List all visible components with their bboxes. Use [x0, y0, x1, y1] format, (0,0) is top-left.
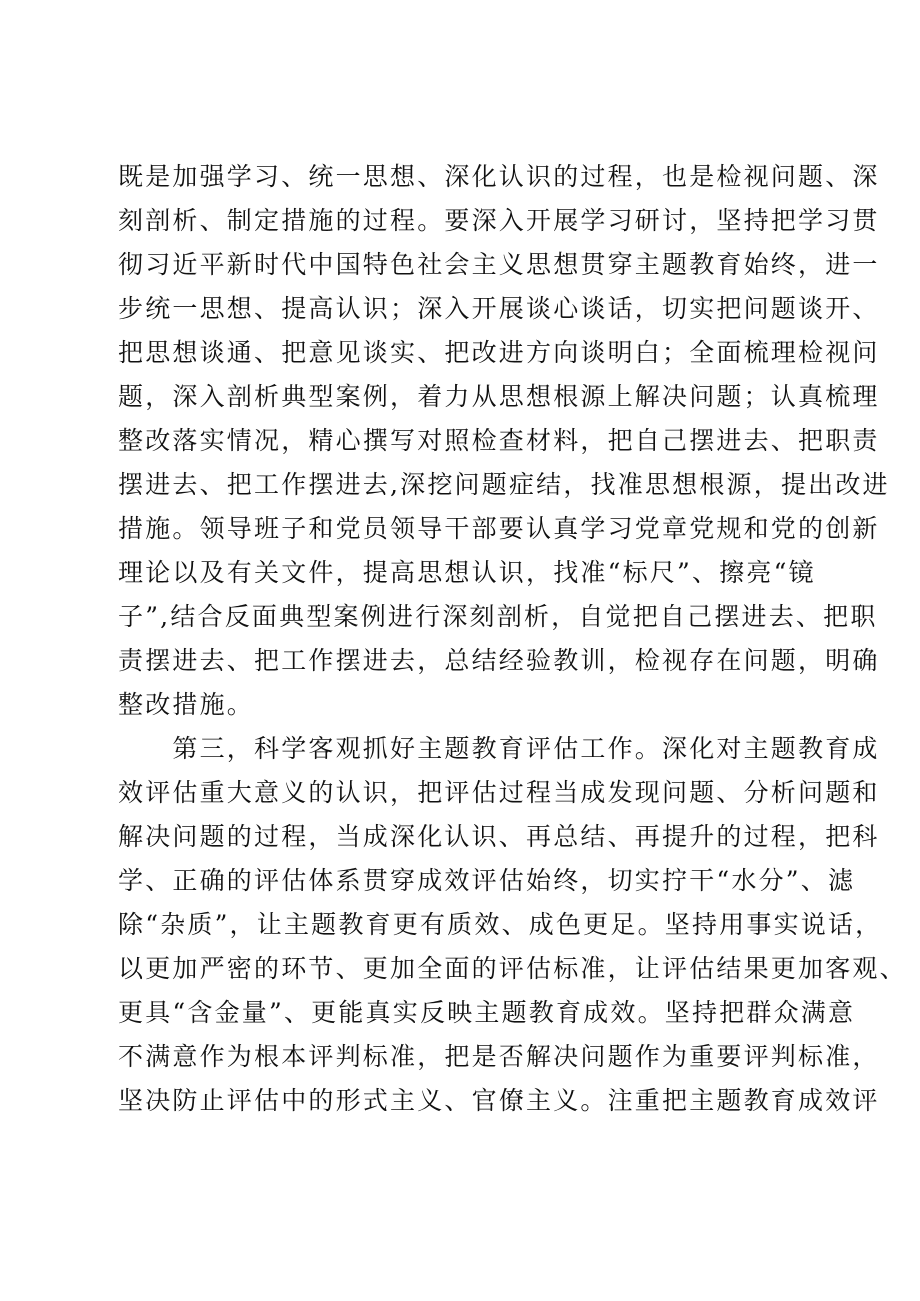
- text-line: 理论以及有关文件，提高思想认识，找准“标尺”、擦亮“镜: [118, 558, 816, 587]
- text-line: 把思想谈通、把意见谈实、把改进方向谈明白；全面梳理检视问: [118, 338, 880, 367]
- text-line: 刻剖析、制定措施的过程。要深入开展学习研讨，坚持把学习贯: [118, 206, 880, 235]
- text-line: 责摆进去、把工作摆进去，总结经验教训，检视存在问题，明确: [118, 646, 880, 675]
- text-line: 效评估重大意义的认识，把评估过程当成发现问题、分析问题和: [118, 778, 880, 807]
- text-line: 不满意作为根本评判标准，把是否解决问题作为重要评判标准，: [118, 1042, 880, 1071]
- text-line: 整改措施。: [118, 690, 255, 719]
- text-line: 以更加严密的环节、更加全面的评估标准，让评估结果更加客观、: [118, 954, 907, 983]
- text-line: 步统一思想、提高认识；深入开展谈心谈话，切实把问题谈开、: [118, 294, 880, 323]
- text-line: 解决问题的过程，当成深化认识、再总结、再提升的过程，把科: [118, 822, 880, 851]
- text-line: 摆进去、把工作摆进去,深挖问题症结，找准思想根源，提出改进: [118, 470, 890, 499]
- text-line: 除“杂质”，让主题教育更有质效、成色更足。坚持用事实说话，: [118, 910, 883, 939]
- text-line: 措施。领导班子和党员领导干部要认真学习党章党规和党的创新: [118, 514, 880, 543]
- text-line: 既是加强学习、统一思想、深化认识的过程，也是检视问题、深: [118, 162, 880, 191]
- text-line: 坚决防止评估中的形式主义、官僚主义。注重把主题教育成效评: [118, 1086, 880, 1115]
- text-line: 学、正确的评估体系贯穿成效评估始终，切实拧干“水分”、滤: [118, 866, 856, 895]
- text-line: 彻习近平新时代中国特色社会主义思想贯穿主题教育始终，进一: [118, 250, 880, 279]
- text-line: 更具“含金量”、更能真实反映主题教育成效。坚持把群众满意: [118, 998, 856, 1027]
- text-line: 第三，科学客观抓好主题教育评估工作。深化对主题教育成: [118, 734, 880, 763]
- text-line: 题，深入剖析典型案例，着力从思想根源上解决问题；认真梳理: [118, 382, 880, 411]
- text-line: 子”,结合反面典型案例进行深刻剖析，自觉把自己摆进去、把职: [118, 602, 878, 631]
- text-line: 整改落实情况，精心撰写对照检查材料，把自己摆进去、把职责: [118, 426, 880, 455]
